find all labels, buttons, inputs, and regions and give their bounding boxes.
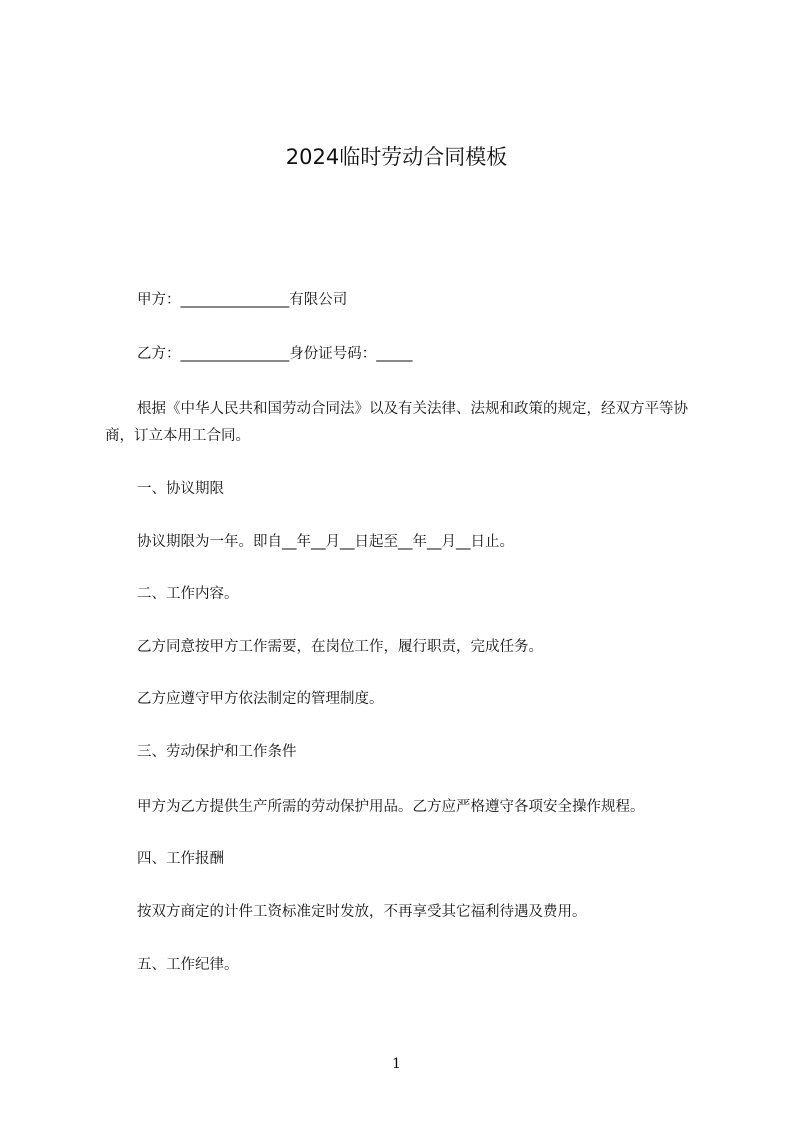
section-body-work-rules: 乙方应遵守甲方依法制定的管理制度。: [137, 691, 384, 707]
party-a-line: 甲方：_______________有限公司: [137, 292, 348, 308]
section-body-remuneration: 按双方商定的计件工资标准定时发放，不再享受其它福利待遇及费用。: [137, 904, 587, 920]
document-title: 2024临时劳动合同模板: [285, 145, 508, 169]
page-number: 1: [392, 1056, 401, 1072]
section-heading-work-content: 二、工作内容。: [137, 586, 239, 602]
section-heading-remuneration: 四、工作报酬: [137, 851, 224, 867]
section-heading-protection: 三、劳动保护和工作条件: [137, 744, 297, 760]
preamble-paragraph: 根据《中华人民共和国劳动合同法》以及有关法律、法规和政策的规定，经双方平等协商，订立本用工合同。: [105, 401, 688, 444]
section-heading-discipline: 五、工作纪律。: [137, 957, 239, 973]
section-body-term: 协议期限为一年。即自__年__月__日起至__年__月__日止。: [137, 534, 514, 550]
section-body-protection: 甲方为乙方提供生产所需的劳动保护用品。乙方应严格遵守各项安全操作规程。: [137, 799, 645, 815]
section-heading-term: 一、协议期限: [137, 481, 224, 497]
section-body-work-duties: 乙方同意按甲方工作需要，在岗位工作，履行职责，完成任务。: [137, 639, 543, 655]
party-b-line: 乙方：_______________身份证号码：_____: [137, 346, 413, 362]
